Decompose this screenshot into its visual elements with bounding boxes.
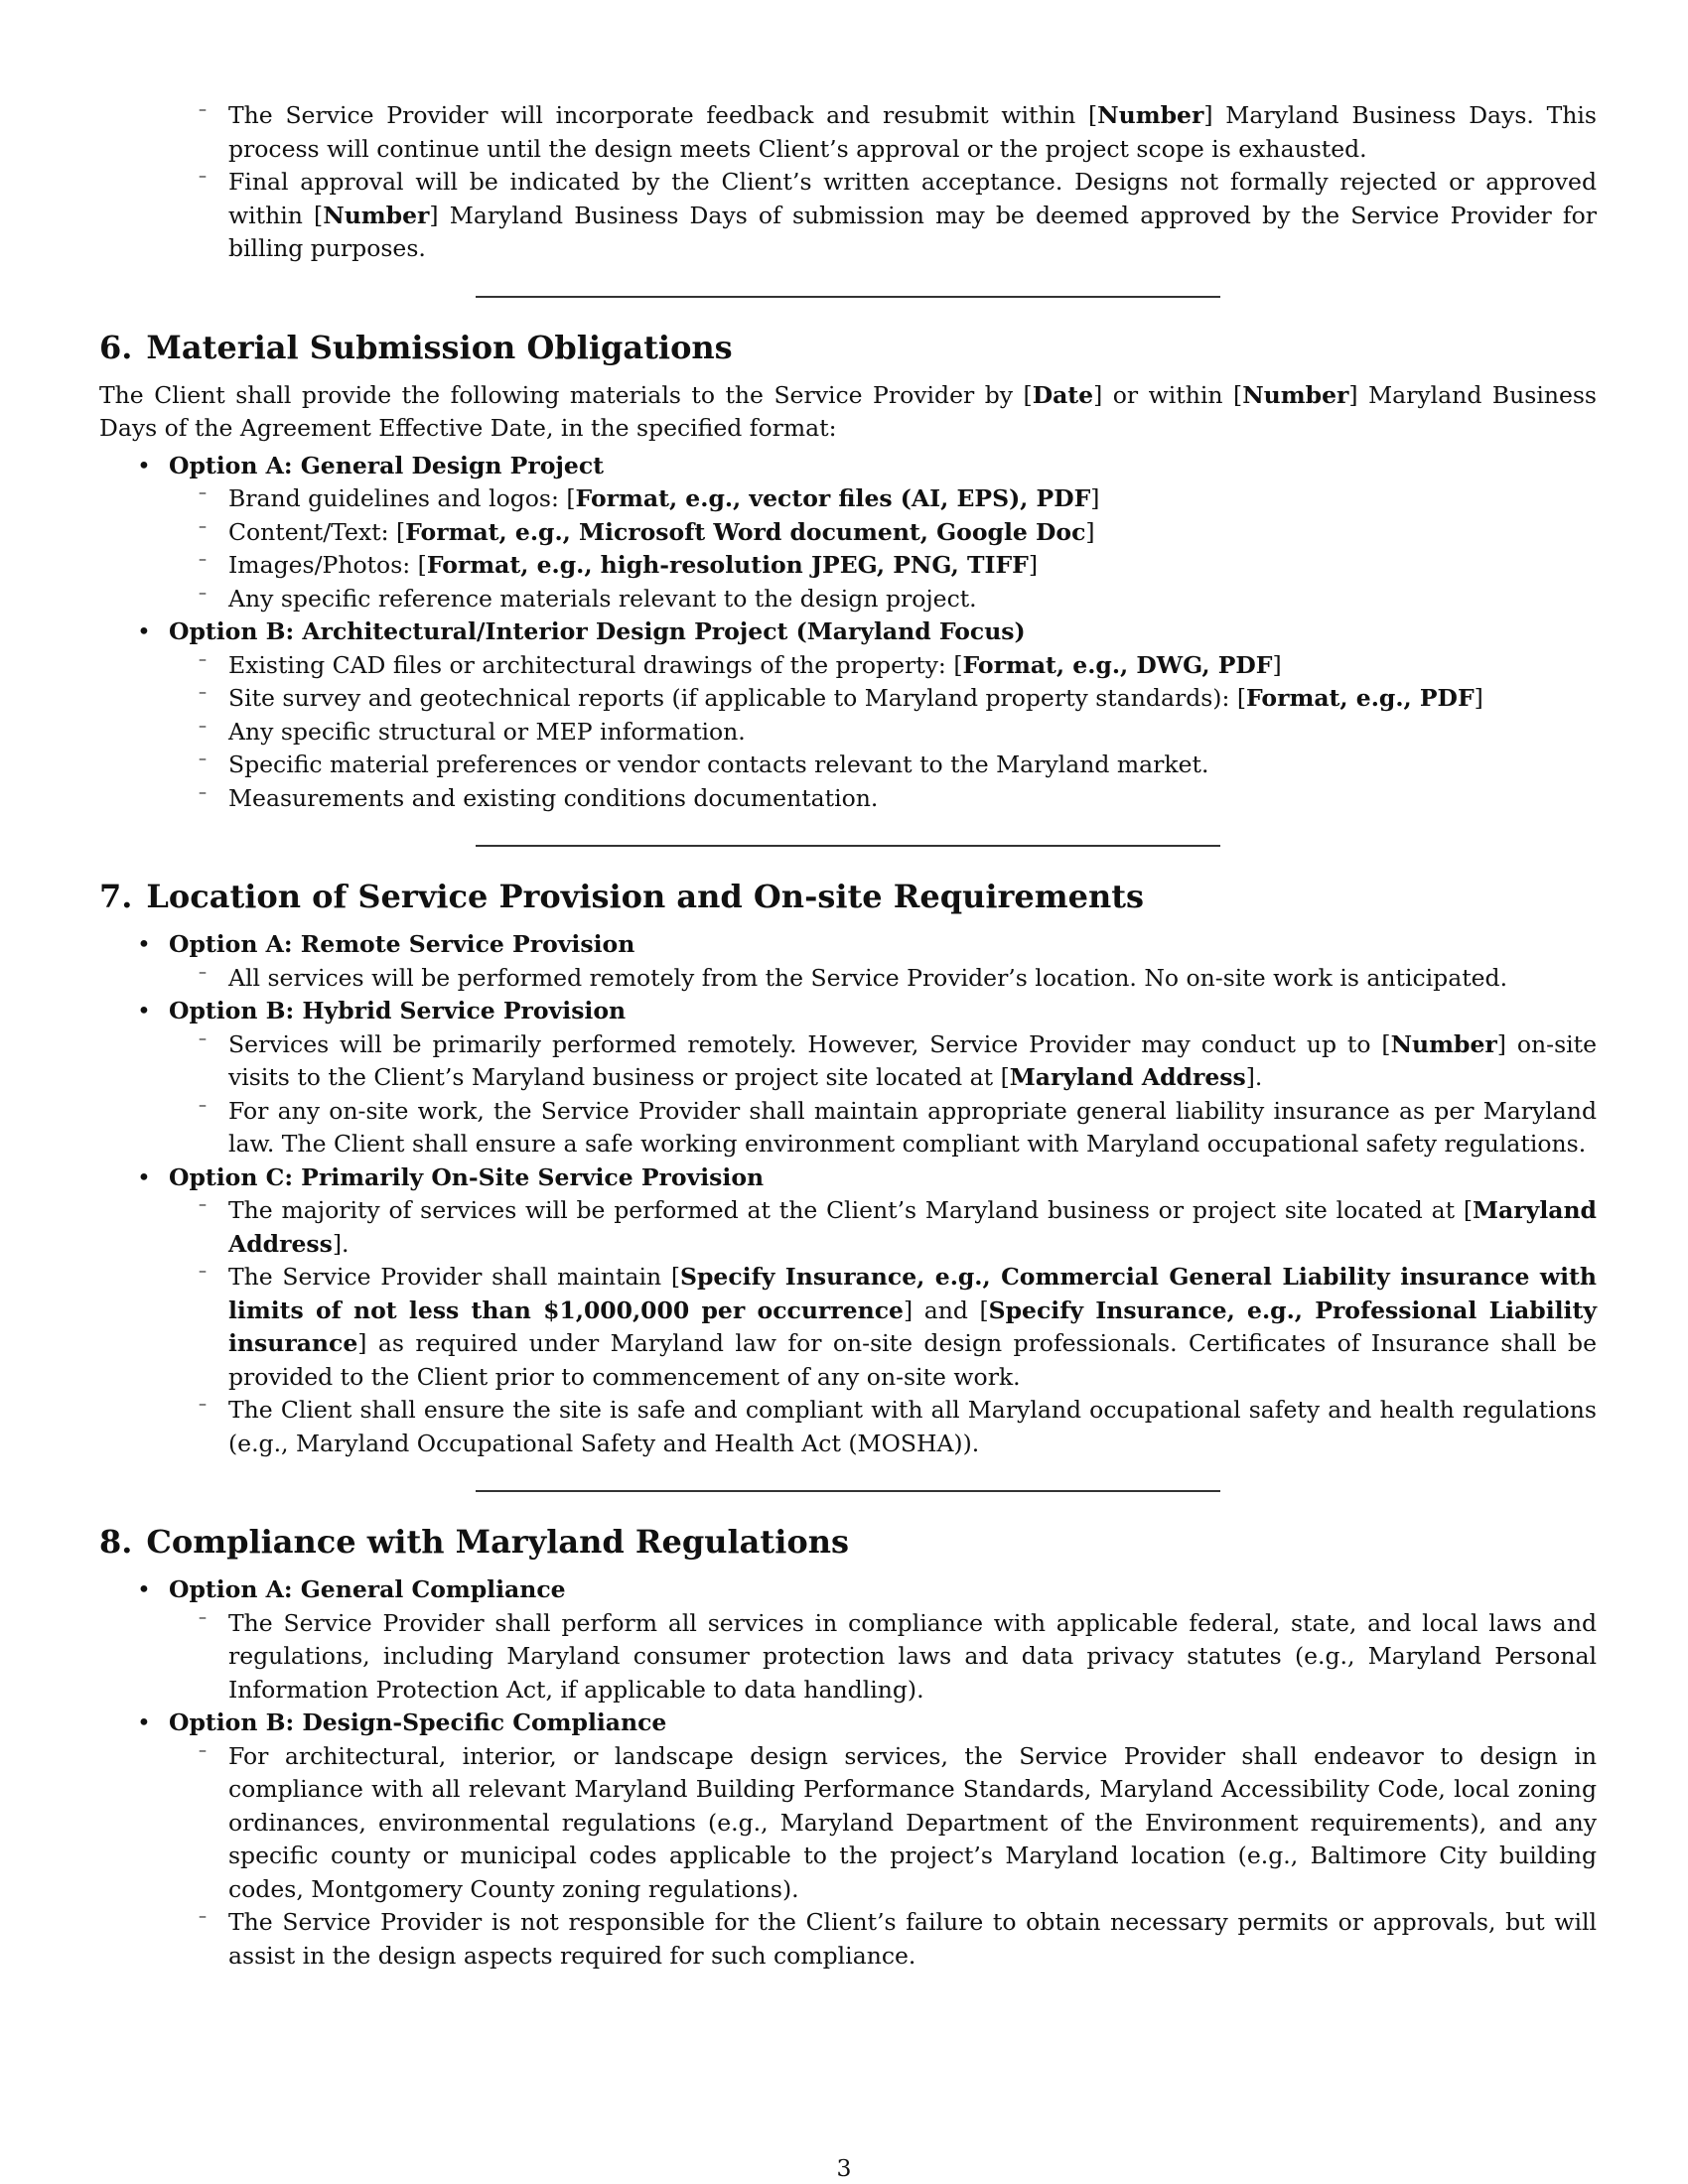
continuation-list: [99, 99, 1597, 266]
list-item: – Images/Photos: [Format, e.g., high-resolution JPEG, PNG, TIFF]: [199, 549, 1039, 579]
option-title: Option A: General Compliance: [169, 1575, 566, 1603]
list-item: – Final approval will be indicated by the Client’s written acceptance. Designs not formally rejected or approved within [Number] Maryland Business Days of submission may be deemed approved by the Service Provider for billing purposes.: [199, 166, 1598, 262]
dash-marker: –: [199, 682, 207, 701]
option-title: Option C: Primarily On-Site Service Provision: [169, 1162, 765, 1191]
dash-marker: –: [199, 1027, 207, 1047]
section-intro: The Client shall provide the following materials to the Service Provider by [Date] or within [Number] Maryland Business Days of the Agreement Effective Date, in the specified format:: [99, 380, 1597, 442]
list-item: – Any specific structural or MEP information.: [199, 715, 746, 746]
dash-marker: –: [199, 166, 207, 185]
dash-marker: –: [199, 515, 207, 535]
page-number: 3: [836, 2154, 852, 2182]
option-list: [99, 450, 1597, 816]
list-item: – The majority of services will be performed at the Client’s Maryland business or project site located at [Maryland Address].: [199, 1194, 1597, 1258]
bullet-marker: •: [137, 1162, 151, 1191]
list-item: – Any specific reference materials relevant to the design project.: [199, 582, 977, 613]
section-divider: [476, 1490, 1220, 1492]
option-item: [99, 615, 1597, 649]
option-list: [99, 928, 1597, 1460]
option-title: Option B: Hybrid Service Provision: [169, 997, 627, 1024]
list-item: – The Service Provider is not responsible for the Client’s failure to obtain necessary permits or approvals, but will assist in the design aspects required for such compliance.: [199, 1906, 1597, 1970]
document-page: [99, 99, 1597, 1973]
dash-marker: –: [199, 1739, 207, 1759]
list-item: – Services will be primarily performed remotely. However, Service Provider may conduct up to [Number] on-site visits to the Client’s Maryland business or project site located at [Maryland Address].: [199, 1027, 1597, 1091]
list-item: – Site survey and geotechnical reports (if applicable to Maryland property standards): [Format, e.g., PDF]: [199, 682, 1483, 712]
list-item: – Brand guidelines and logos: [Format, e.g., vector files (AI, EPS), PDF]: [199, 482, 1100, 512]
list-item: – Content/Text: [Format, e.g., Microsoft Word document, Google Doc]: [199, 515, 1095, 546]
option-title: Option B: Architectural/Interior Design Project (Maryland Focus): [169, 617, 1026, 645]
option-title: Option A: Remote Service Provision: [169, 930, 635, 958]
list-item: – Specific material preferences or vendor contacts relevant to the Maryland market.: [199, 749, 1209, 778]
dash-marker: –: [199, 582, 207, 602]
dash-marker: –: [199, 749, 207, 767]
section-heading-7: 7. Location of Service Provision and On-site Requirements: [99, 878, 1145, 915]
section-heading-8: 8. Compliance with Maryland Regulations: [99, 1523, 849, 1561]
list-item: – Existing CAD files or architectural drawings of the property: [Format, e.g., DWG, PDF]: [199, 648, 1282, 679]
bullet-marker: •: [137, 997, 151, 1024]
dash-marker: –: [199, 1394, 207, 1413]
option-list: [99, 1573, 1597, 1973]
option-item: [99, 928, 1597, 962]
list-item: – The Service Provider shall maintain [Specify Insurance, e.g., Commercial General Liability insurance with limits of not less than $1,000,000 per occurrence] and [Specify Insurance, e.g., Professional Liability insurance] as required under Maryland law for on-site design professionals. Certificates of Insurance shall be provided to the Client prior to commencement of any on-site work.: [199, 1261, 1597, 1391]
section-divider: [476, 845, 1220, 847]
list-item: – All services will be performed remotely from the Service Provider’s location. No on-site work is anticipated.: [199, 961, 1508, 992]
list-item: – The Client shall ensure the site is safe and compliant with all Maryland occupational safety and health regulations (e.g., Maryland Occupational Safety and Health Act (MOSHA)).: [199, 1394, 1597, 1457]
option-title: Option A: General Design Project: [169, 451, 605, 479]
dash-marker: –: [199, 648, 207, 668]
list-item: – For architectural, interior, or landscape design services, the Service Provider shall endeavor to design in compliance with all relevant Maryland Building Performance Standards, Maryland Accessibility Code, local zoning ordinances, environmental regulations (e.g., Maryland Department of the Environment requirements), and any specific county or municipal codes applicable to the project’s Maryland location (e.g., Baltimore City building codes, Montgomery County zoning regulations).: [199, 1739, 1597, 1903]
dash-marker: –: [199, 99, 207, 118]
dash-marker: –: [199, 1261, 207, 1280]
dash-marker: –: [199, 715, 207, 735]
section-divider: [476, 296, 1220, 298]
option-item: [99, 450, 1597, 483]
list-item: – The Service Provider will incorporate feedback and resubmit within [Number] Maryland Business Days. This process will continue until the design meets Client’s approval or the project scope is exhausted.: [199, 99, 1597, 163]
option-title: Option B: Design-Specific Compliance: [169, 1708, 667, 1736]
bullet-marker: •: [137, 1575, 151, 1603]
dash-marker: –: [199, 1194, 207, 1213]
bullet-marker: •: [137, 617, 151, 645]
list-item: – The Service Provider shall perform all services in compliance with applicable federal, state, and local laws and regulations, including Maryland consumer protection laws and data privacy statutes (e.g., Maryland Personal Information Protection Act, if applicable to data handling).: [199, 1606, 1597, 1704]
bullet-marker: •: [137, 1708, 151, 1736]
bullet-marker: •: [137, 451, 151, 479]
dash-marker: –: [199, 1094, 207, 1114]
dash-marker: –: [199, 781, 207, 801]
option-item: [99, 1706, 1597, 1740]
bullet-marker: •: [137, 930, 151, 958]
option-item: [99, 995, 1597, 1028]
list-item: – For any on-site work, the Service Provider shall maintain appropriate general liability insurance as per Maryland law. The Client shall ensure a safe working environment compliant with Maryland occupational safety regulations.: [199, 1094, 1597, 1158]
list-item: – Measurements and existing conditions documentation.: [199, 781, 879, 812]
option-item: [99, 1573, 1597, 1607]
dash-marker: –: [199, 1606, 207, 1626]
section-heading-6: 6. Material Submission Obligations: [99, 328, 733, 366]
dash-marker: –: [199, 549, 207, 568]
dash-marker: –: [199, 961, 207, 981]
dash-marker: –: [199, 1906, 207, 1925]
dash-marker: –: [199, 482, 207, 501]
option-item: [99, 1161, 1597, 1195]
